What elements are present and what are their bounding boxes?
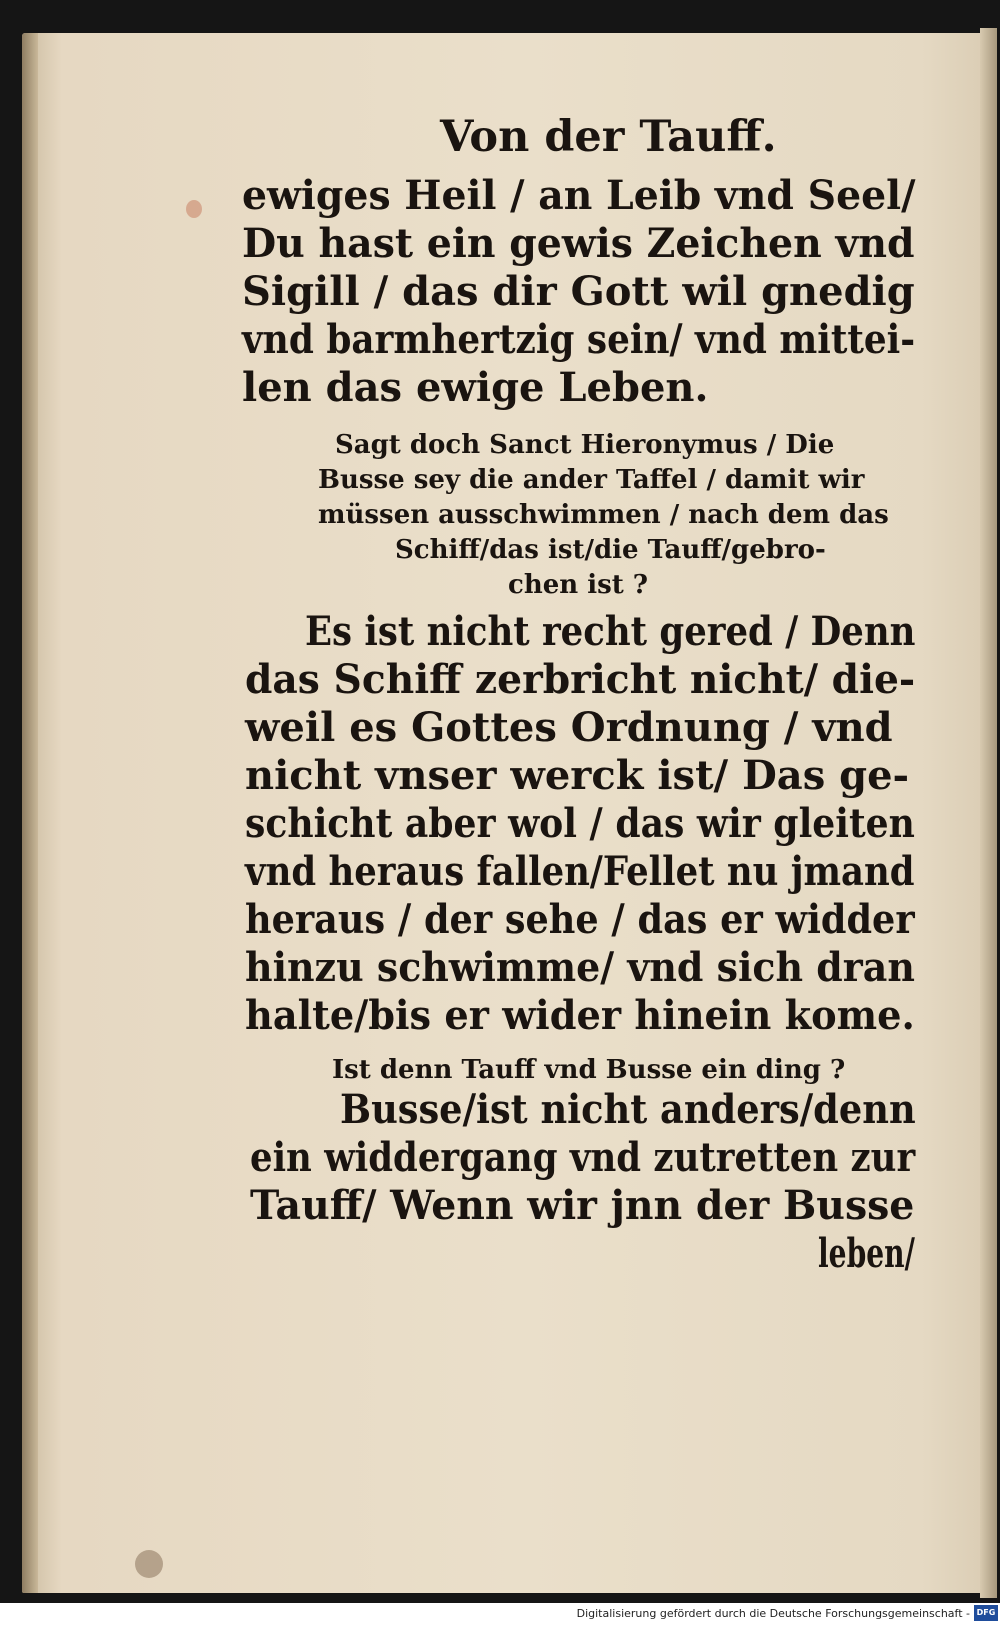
question-line: müssen ausschwimmen / nach dem das (318, 500, 889, 530)
question-line: Schiff/das ist/die Tauff/gebro- (395, 535, 826, 565)
text-line: heraus / der sehe / das er widder (245, 896, 915, 943)
text-line: vnd barmhertzig sein/ vnd mittei- (242, 316, 916, 363)
text-line: Tauff/ Wenn wir jnn der Busse (250, 1182, 915, 1229)
question-line: chen ist ? (508, 570, 649, 600)
text-line: hinzu schwimme/ vnd sich dran (245, 944, 915, 991)
text-line: nicht vnser werck ist/ Das ge- (245, 752, 910, 799)
text-line: ein widdergang vnd zutretten zur (250, 1134, 916, 1181)
text-line: leben/ (818, 1230, 915, 1277)
text-line: Busse/ist nicht anders/denn (340, 1086, 916, 1133)
question-line: Sagt doch Sanct Hieronymus / Die (335, 430, 835, 460)
text-line: Du hast ein gewis Zeichen vnd (242, 220, 915, 267)
text-line: Es ist nicht recht gered / Denn (305, 608, 916, 655)
text-line: len das ewige Leben. (242, 364, 709, 411)
text-line: schicht aber wol / das wir gleiten (245, 800, 915, 847)
text-line: das Schiff zerbricht nicht/ die- (245, 656, 916, 703)
footer-credit: Digitalisierung gefördert durch die Deutsche Forschungsgemeinschaft - (576, 1607, 970, 1620)
question-line: Busse sey die ander Taffel / damit wir (318, 465, 865, 495)
running-head: Von der Tauff. (440, 112, 777, 162)
text-line: ewiges Heil / an Leib vnd Seel/ (242, 172, 916, 219)
text-line: Sigill / das dir Gott wil gnedig (242, 268, 915, 315)
question-line: Ist denn Tauff vnd Busse ein ding ? (332, 1055, 846, 1085)
text-line: weil es Gottes Ordnung / vnd (245, 704, 893, 751)
text-line: halte/bis er wider hinein kome. (245, 992, 915, 1039)
text-line: vnd heraus fallen/Fellet nu jmand (245, 848, 915, 895)
dfg-logo-icon: DFG (974, 1605, 998, 1621)
